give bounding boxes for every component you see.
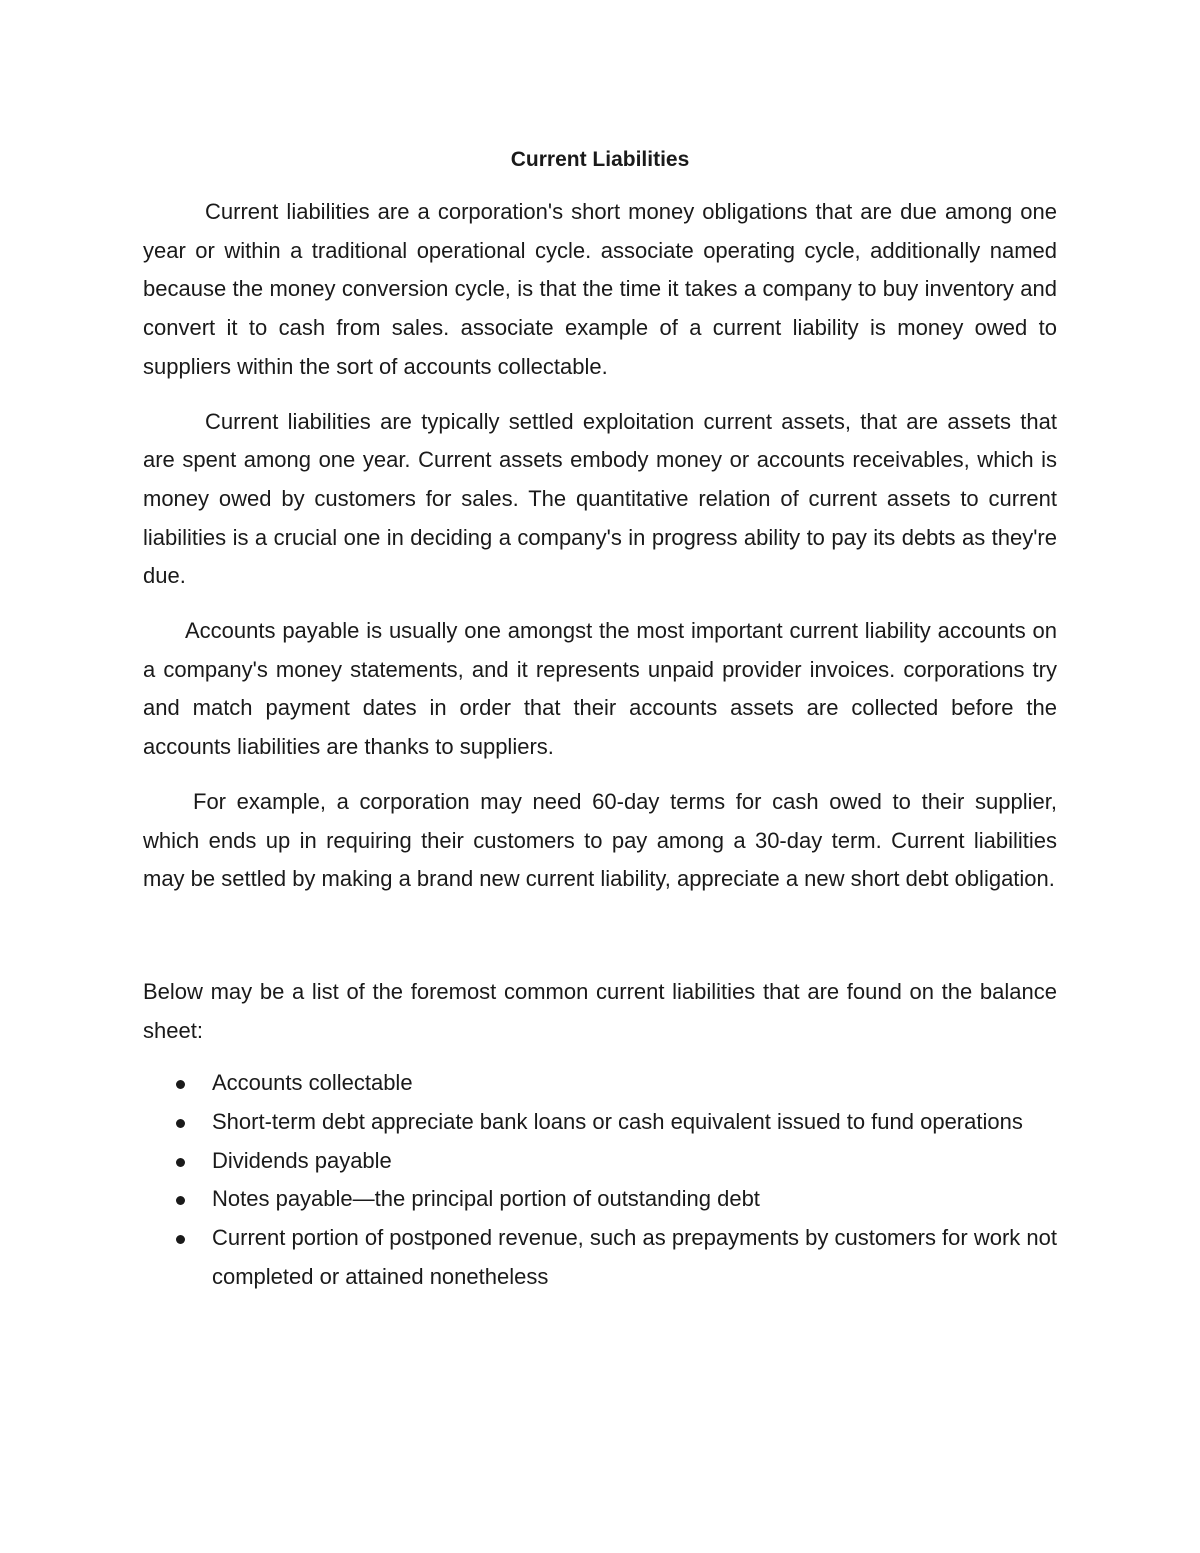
paragraph-2: Current liabilities are typically settled exploitation current assets, that are assets that are spent among one year. Current assets embody money or accounts receivables, which is money owed by customers for sales. The quantitative relation of current assets to current liabilities is a crucial one in deciding a company's in progress ability to pay its debts as they're due.: [143, 408, 1057, 589]
document-title: Current Liabilities: [510, 148, 690, 171]
list-item-text: Notes payable—the principal portion of outstanding debt: [212, 1186, 760, 1212]
list-item: [143, 1064, 1057, 1103]
bullet-icon: [176, 1196, 185, 1205]
bullet-icon: [176, 1158, 185, 1167]
list-item-text: Current portion of postponed revenue, such as prepayments by customers for work not completed or attained nonetheless: [212, 1225, 1057, 1289]
list-item-text: Dividends payable: [212, 1147, 392, 1173]
document-body: [143, 141, 1057, 1297]
list-item-text: Short-term debt appreciate bank loans or cash equivalent issued to fund operations: [212, 1109, 1023, 1135]
list-item: [143, 1219, 1057, 1296]
paragraph-3: Accounts payable is usually one amongst the most important current liability accounts on a company's money statements, and it represents unpaid provider invoices. corporations try and match payment dates in order that their accounts assets are collected before the accounts liabilities are thanks to suppliers.: [143, 618, 1057, 760]
bullet-icon: [176, 1119, 185, 1128]
paragraph-4: For example, a corporation may need 60-day terms for cash owed to their supplier, which ends up in requiring their customers to pay among a 30-day term. Current liabilities may be settled by making a brand new current liability, appreciate a new short debt obligation.: [143, 788, 1057, 892]
list-item: [143, 1103, 1057, 1142]
list-intro: Below may be a list of the foremost common current liabilities that are found on the balance sheet:: [143, 978, 1057, 1043]
spacer: [143, 915, 1057, 973]
bullet-icon: [176, 1080, 185, 1089]
bullet-icon: [176, 1235, 185, 1244]
list-item: [143, 1142, 1057, 1181]
liabilities-list: [143, 1064, 1057, 1296]
list-item: [143, 1180, 1057, 1219]
list-item-text: Accounts collectable: [212, 1070, 413, 1096]
paragraph-1: Current liabilities are a corporation's short money obligations that are due among one year or within a traditional operational cycle. associate operating cycle, additionally named because the money conversion cycle, is that the time it takes a company to buy inventory and convert it to cash from sales. associate example of a current liability is money owed to suppliers within the sort of accounts collectable.: [143, 199, 1057, 379]
